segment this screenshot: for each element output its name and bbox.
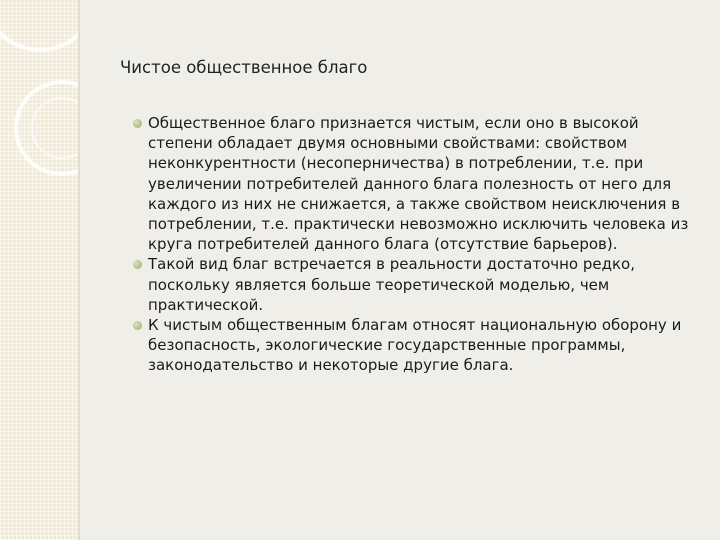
bullet-text: К чистым общественным благам относят национальную оборону и безопасность, экологические государственные программы, законодательство и некоторые другие блага. <box>148 316 682 375</box>
strip-divider <box>78 0 80 540</box>
bullet-item <box>148 254 700 315</box>
bullet-list <box>148 113 700 376</box>
bullet-item <box>148 113 700 254</box>
bullet-dot-icon <box>133 321 142 330</box>
bullet-dot-icon <box>133 260 142 269</box>
decorative-side-strip <box>0 0 78 540</box>
bullet-item <box>148 315 700 376</box>
decorative-circles <box>0 0 78 540</box>
bullet-text: Такой вид благ встречается в реальности достаточно редко, поскольку является больше теоретической моделью, чем практической. <box>148 255 635 314</box>
bullet-dot-icon <box>133 119 142 128</box>
bullet-text: Общественное благо признается чистым, если оно в высокой степени обладает двумя основными свойствами: свойством неконкурентности (несоперничества) в потреблении, т.е. при увеличении потребителей данного блага полезность от него для каждого из них не снижается, а также свойством неисключения в потреблении, т.е. практически невозможно исключить человека из круга потребителей данного блага (отсутствие барьеров). <box>148 114 689 254</box>
slide-title: Чистое общественное благо <box>120 58 368 77</box>
